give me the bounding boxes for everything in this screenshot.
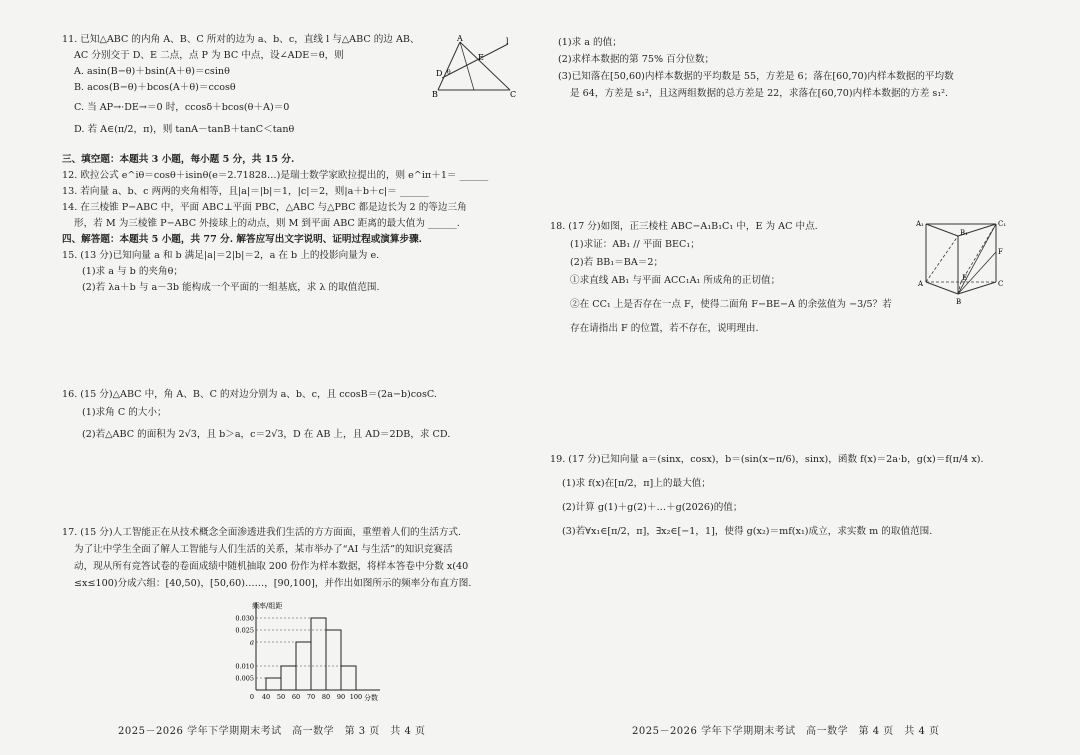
page-3-footer: 2025－2026 学年下学期期末考试 高一数学 第 3 页 共 4 页 xyxy=(118,726,426,737)
q18-part2: (2)若 BB₁＝BA＝2； xyxy=(570,257,664,268)
question-12: 12. 欧拉公式 e^iθ＝cosθ＋isinθ(e＝2.71828…)是瑞士数学家欧拉提出的，则 e^iπ＋1＝ ______ xyxy=(62,170,489,181)
q18-prism-figure xyxy=(912,216,1008,306)
q18-part1: (1)求证：AB₁ // 平面 BEC₁； xyxy=(570,239,700,250)
q17-line2: 为了让中学生全面了解人工智能与人们生活的关系，某市举办了“AI 与生活”的知识竞赛活 xyxy=(74,544,453,555)
histogram-xtick-6: 90 xyxy=(336,693,346,701)
fig11-label-a: A xyxy=(457,34,463,43)
q11-option-d: D. 若 A∈(π/2，π)，则 tanA－tanB＋tanC＜tanθ xyxy=(74,124,295,135)
question-17 xyxy=(62,524,471,592)
q16-stem: 16. (15 分)△ABC 中，角 A、B、C 的对边分别为 a、b、c，且 ccosB＝(2a−b)cosC. xyxy=(62,389,437,400)
fig18-label-c: C xyxy=(998,280,1004,288)
fig18-label-f: F xyxy=(998,248,1003,256)
q17-line3: 动，现从所有竞答试卷的卷面成绩中随机抽取 200 份作为样本数据，将样本答卷中分数 x(40 xyxy=(74,561,469,572)
histogram-bar-3 xyxy=(311,618,326,690)
q16-part2: (2)若△ABC 的面积为 2√3，且 b＞a，c＝2√3，D 在 AB 上，且 AD＝2DB，求 CD. xyxy=(82,429,451,440)
histogram-bar-5 xyxy=(341,666,356,690)
histogram-xtick-2: 50 xyxy=(276,693,286,701)
fig18-label-a1: A₁ xyxy=(916,220,924,228)
q17-line1: 17. (15 分)人工智能正在从技术概念全面渗透进我们生活的方方面面，重塑着人们的生活方式. xyxy=(62,527,462,538)
fig18-label-b1: B₁ xyxy=(960,229,968,237)
question-11 xyxy=(62,32,420,138)
histogram-ytick-2: 0.025 xyxy=(235,626,254,635)
fig11-label-l: l xyxy=(506,37,509,46)
question-19 xyxy=(550,448,984,544)
q15-part2: (2)若 λa＋b 与 a－3b 能构成一个平面的一组基底，求 λ 的取值范围. xyxy=(82,282,380,293)
q18-part2-sub1: ①求直线 AB₁ 与平面 ACC₁A₁ 所成角的正切值； xyxy=(570,275,781,286)
question-17-continued xyxy=(558,34,954,102)
histogram-ytick-0: 0.005 xyxy=(235,674,254,683)
exam-page-4 xyxy=(540,0,1080,755)
frequency-histogram xyxy=(218,596,393,706)
q19-stem: 19. (17 分)已知向量 a＝(sinx，cosx)，b＝(sin(x−π/6)，sinx)，函数 f(x)＝2a·b，g(x)＝f(π/4 x). xyxy=(550,454,984,465)
fill-in-section xyxy=(62,152,488,296)
q17-part1: (1)求 a 的值； xyxy=(558,37,622,48)
histogram-xtick-0: 0 xyxy=(249,693,255,701)
q11-stem-line1: 11. 已知△ABC 的内角 A、B、C 所对的边为 a、b、c，直线 l 与△ABC 的边 AB、 xyxy=(62,34,420,45)
q11-triangle-figure xyxy=(430,34,530,100)
q11-option-c: C. 当 AP→·DE→＝0 时，ccosδ＋bcos(θ＋A)＝0 xyxy=(74,102,290,113)
histogram-bar-0 xyxy=(266,678,281,690)
q17-part3-line1: (3)已知落在[50,60)内样本数据的平均数是 55，方差是 6；落在[60,70)内样本数据的平均数 xyxy=(558,71,954,82)
q17-part3-line2: 是 64，方差是 s₁²，且这两组数据的总方差是 22，求落在[60,70)内样本数据的方差 s₁². xyxy=(570,88,949,99)
histogram-xtick-1: 40 xyxy=(261,693,271,701)
fig11-label-e: E xyxy=(478,53,484,62)
q11-option-a: A. asin(B−θ)＋bsin(A＋θ)＝csinθ xyxy=(74,66,230,77)
fig11-label-c: C xyxy=(510,90,517,99)
q17-line4: ≤x≤100)分成六组：[40,50)，[50,60)……，[90,100]，并作出如图所示的频率分布直方图. xyxy=(74,578,472,589)
q19-part2: (2)计算 g(1)＋g(2)＋…＋g(2026)的值； xyxy=(562,502,743,513)
question-13: 13. 若向量 a、b、c 两两的夹角相等，且|a|＝|b|＝1，|c|＝2，则|a＋b＋c|＝ ______ xyxy=(62,186,429,197)
fig18-label-b: B xyxy=(956,298,962,306)
histogram-ylabel: 频率/组距 xyxy=(252,602,283,610)
question-16 xyxy=(62,386,450,444)
histogram-bar-4 xyxy=(326,630,341,690)
histogram-xtick-4: 70 xyxy=(306,693,316,701)
question-14-line1: 14. 在三棱锥 P−ABC 中，平面 ABC⊥平面 PBC，△ABC 与△PBC 都是边长为 2 的等边三角 xyxy=(62,202,467,213)
fig18-label-e: E xyxy=(962,274,968,282)
histogram-xtick-5: 80 xyxy=(321,693,331,701)
histogram-bar-1 xyxy=(281,666,296,690)
q11-stem-line2: AC 分别交于 D、E 二点，点 P 为 BC 中点，设∠ADE＝θ，则 xyxy=(74,50,344,61)
q17-part2: (2)求样本数据的第 75% 百分位数； xyxy=(558,54,715,65)
fig18-label-c1: C₁ xyxy=(998,220,1007,228)
fig11-label-theta: θ xyxy=(447,69,451,76)
q19-part1: (1)求 f(x)在[π/2，π]上的最大值； xyxy=(562,478,711,489)
q19-part3: (3)若∀x₁∈[π/2，π]，∃x₂∈[−1，1]，使得 g(x₂)＝mf(x₁)成立，求实数 m 的取值范围. xyxy=(562,526,933,537)
fig11-label-b: B xyxy=(432,90,438,99)
question-18 xyxy=(550,218,892,338)
histogram-ytick-a: a xyxy=(249,638,254,647)
question-14-line2: 形，若 M 为三棱锥 P−ABC 外接球上的动点，则 M 到平面 ABC 距离的最大值为 ______. xyxy=(74,218,460,229)
section-3-heading: 三、填空题：本题共 3 小题，每小题 5 分，共 15 分. xyxy=(62,154,295,165)
fig18-label-a: A xyxy=(918,280,924,288)
q15-stem: 15. (13 分)已知向量 a 和 b 满足|a|＝2|b|＝2，a 在 b 上的投影向量为 e. xyxy=(62,250,380,261)
histogram-xlabel: 分数 xyxy=(364,694,378,702)
q18-stem: 18. (17 分)如图，正三棱柱 ABC−A₁B₁C₁ 中，E 为 AC 中点. xyxy=(550,221,818,232)
fig11-label-d: D xyxy=(436,69,443,78)
section-4-heading: 四、解答题：本题共 5 小题，共 77 分. 解答应写出文字说明、证明过程或演算步骤. xyxy=(62,234,422,245)
q15-part1: (1)求 a 与 b 的夹角θ； xyxy=(82,266,183,277)
histogram-xtick-7: 100 xyxy=(349,693,363,701)
page-4-footer: 2025－2026 学年下学期期末考试 高一数学 第 4 页 共 4 页 xyxy=(632,726,940,737)
histogram-ytick-3: 0.030 xyxy=(235,614,254,623)
q18-part2-sub2: ②在 CC₁ 上是否存在一点 F，使得二面角 F−BE−A 的余弦值为 −3/5？若 xyxy=(570,299,892,310)
q11-option-b: B. acos(B−θ)＋bcos(A＋θ)＝ccosθ xyxy=(74,82,236,93)
q16-part1: (1)求角 C 的大小； xyxy=(82,407,167,418)
histogram-ytick-1: 0.010 xyxy=(235,662,254,671)
histogram-xtick-3: 60 xyxy=(291,693,301,701)
q18-part2-sub3: 存在请指出 F 的位置，若不存在，说明理由. xyxy=(570,323,759,334)
